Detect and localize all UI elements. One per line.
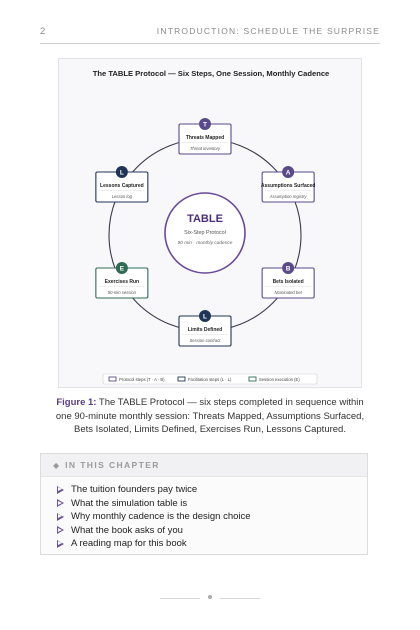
step-title: Lessons Captured bbox=[100, 183, 144, 189]
triangle-right-icon bbox=[57, 540, 64, 548]
legend-label: Protocol steps (T · A · B) bbox=[119, 376, 165, 382]
step-subtitle: Threat inventory bbox=[189, 146, 221, 151]
legend bbox=[103, 374, 317, 384]
step-letter: L bbox=[119, 169, 124, 177]
step-node bbox=[262, 262, 314, 298]
step-letter: B bbox=[285, 265, 291, 273]
legend-swatch bbox=[109, 377, 116, 381]
legend-entries bbox=[109, 377, 300, 382]
figure-title: The TABLE Protocol — Six Steps, One Session, Monthly Cadence bbox=[92, 69, 330, 78]
step-node bbox=[96, 166, 148, 202]
chapter-box-header bbox=[41, 454, 367, 477]
chapter-topic-label: What the simulation table is bbox=[71, 497, 188, 509]
step-title: Bets Isolated bbox=[272, 279, 304, 285]
step-subtitle: Assumption registry bbox=[269, 194, 307, 199]
step-node bbox=[261, 166, 315, 202]
footer-rule-right bbox=[220, 598, 260, 599]
legend-swatch bbox=[249, 377, 256, 381]
chapter-topic bbox=[57, 510, 251, 524]
chapter-topic-label: Why monthly cadence is the design choice bbox=[71, 511, 251, 523]
chapter-topic bbox=[57, 497, 251, 511]
step-title: Limits Defined bbox=[187, 327, 223, 333]
triangle-right-icon bbox=[57, 499, 64, 507]
legend-label: Session execution (E) bbox=[259, 376, 300, 382]
step-letter: A bbox=[285, 169, 291, 177]
step-subtitle: Nominated bet bbox=[274, 290, 302, 295]
footer-rule-left bbox=[160, 598, 200, 599]
step-subtitle: Session contract bbox=[189, 338, 221, 343]
center-title: TABLE bbox=[187, 213, 223, 225]
running-title: INTRODUCTION: SCHEDULE THE SURPRISE bbox=[156, 26, 380, 36]
in-this-chapter-box bbox=[40, 453, 368, 555]
chapter-heading: IN THIS CHAPTER bbox=[65, 460, 160, 470]
step-letter: T bbox=[203, 121, 207, 129]
step-title: Assumptions Surfaced bbox=[260, 183, 316, 189]
page-number: 2 bbox=[40, 26, 46, 37]
step-letter: L bbox=[203, 313, 207, 321]
protocol-diagram bbox=[59, 59, 363, 389]
step-node bbox=[179, 310, 231, 346]
triangle-right-icon bbox=[57, 513, 64, 521]
step-subtitle: Lesson log bbox=[111, 194, 132, 199]
footer-ornament bbox=[160, 592, 260, 604]
triangle-right-icon bbox=[57, 526, 64, 534]
center-hub bbox=[165, 193, 245, 273]
chapter-topic-list bbox=[57, 483, 251, 551]
triangle-right-icon bbox=[57, 486, 64, 494]
center-note: 90 min · monthly cadence bbox=[177, 241, 233, 246]
step-letter: E bbox=[119, 265, 125, 273]
chapter-topic-label: A reading map for this book bbox=[71, 538, 187, 550]
caption-text: The TABLE Protocol — six steps completed in sequence within one 90-minute monthly session: Threats Mapped, Assumptions Surfaced, Bets Isolated, Limits Defined, Exercises Run, Lessons Captured. bbox=[55, 397, 365, 435]
diamond-icon: ◆ bbox=[53, 460, 60, 470]
figure bbox=[58, 58, 362, 388]
step-subtitle: 90-min session bbox=[107, 290, 136, 295]
legend-swatch bbox=[178, 377, 185, 381]
figure-caption bbox=[48, 396, 372, 437]
caption-label: Figure 1: bbox=[56, 397, 97, 408]
step-node bbox=[96, 262, 148, 298]
chapter-topic bbox=[57, 537, 251, 551]
chapter-topic-label: What the book asks of you bbox=[71, 524, 183, 536]
step-title: Exercises Run bbox=[104, 279, 140, 285]
footer-dot bbox=[208, 595, 212, 599]
chapter-topic bbox=[57, 483, 251, 497]
chapter-topic-label: The tuition founders pay twice bbox=[71, 484, 198, 496]
page-header bbox=[40, 24, 380, 44]
step-node bbox=[179, 118, 231, 154]
chapter-topic bbox=[57, 524, 251, 538]
step-title: Threats Mapped bbox=[185, 135, 225, 141]
center-subtitle: Six-Step Protocol bbox=[184, 230, 226, 236]
legend-label: Facilitation steps (L · L) bbox=[188, 376, 232, 382]
